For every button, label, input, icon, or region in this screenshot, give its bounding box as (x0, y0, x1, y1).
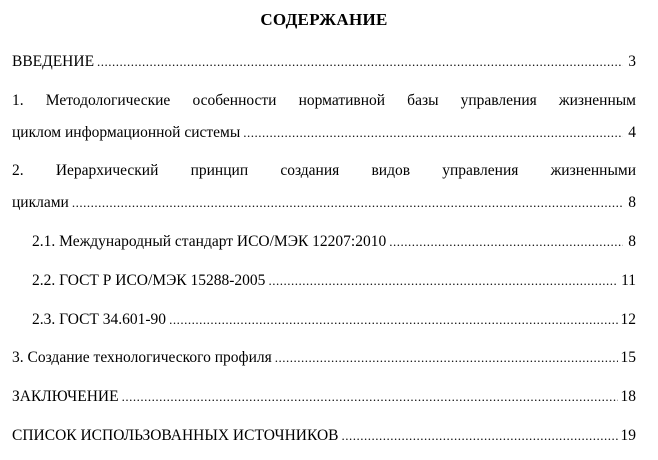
toc-page-number: 18 (620, 388, 636, 405)
dot-leader (341, 426, 617, 446)
toc-entry-label: ЗАКЛЮЧЕНИЕ (12, 388, 119, 405)
dot-leader (389, 232, 623, 252)
dot-leader (243, 123, 623, 143)
toc-entry-label-line-2: циклами (12, 194, 69, 211)
toc-title: СОДЕРЖАНИЕ (260, 10, 388, 29)
toc-entry-section-2-1[interactable] (32, 232, 636, 252)
toc-entry-introduction[interactable] (12, 52, 636, 72)
toc-entry-label-line-1: 2. Иерархический принцип создания видов управления жизненными (12, 162, 636, 179)
toc-entry-label: ВВЕДЕНИЕ (12, 53, 95, 70)
toc-page-number: 8 (628, 233, 636, 250)
toc-page-number: 3 (628, 53, 636, 70)
toc-page-number: 11 (621, 272, 636, 289)
dot-leader (97, 52, 623, 72)
toc-entry-label: 2.2. ГОСТ Р ИСО/МЭК 15288-2005 (32, 272, 266, 289)
dot-leader (275, 348, 618, 368)
toc-entry-label: 2.3. ГОСТ 34.601-90 (32, 311, 167, 328)
toc-entry-section-2-2[interactable] (32, 271, 636, 291)
toc-page-number: 19 (620, 427, 636, 444)
toc-entry-section-3[interactable] (12, 348, 636, 368)
toc-page-number: 15 (620, 349, 636, 366)
dot-leader (268, 271, 618, 291)
toc-page-number: 4 (628, 124, 636, 141)
toc-entry-section-2[interactable] (12, 161, 636, 213)
toc-entry-conclusion[interactable] (12, 387, 636, 407)
toc-entry-label: СПИСОК ИСПОЛЬЗОВАННЫХ ИСТОЧНИКОВ (12, 427, 339, 444)
toc-entry-section-2-3[interactable] (32, 310, 636, 330)
toc-entry-label-line-1: 1. Методологические особенности нормативной базы управления жизненным (12, 92, 636, 109)
toc-entry-references[interactable] (12, 426, 636, 446)
toc-entry-label-line-2: циклом информационной системы (12, 124, 241, 141)
dot-leader (169, 310, 617, 330)
dot-leader (72, 193, 623, 213)
toc-page-number: 8 (628, 194, 636, 211)
dot-leader (122, 387, 618, 407)
toc-page-number: 12 (620, 311, 636, 328)
toc-entry-label: 3. Создание технологического профиля (12, 349, 272, 366)
toc-entry-label: 2.1. Международный стандарт ИСО/МЭК 12207:2010 (32, 233, 387, 250)
toc-entry-section-1[interactable] (12, 91, 636, 143)
